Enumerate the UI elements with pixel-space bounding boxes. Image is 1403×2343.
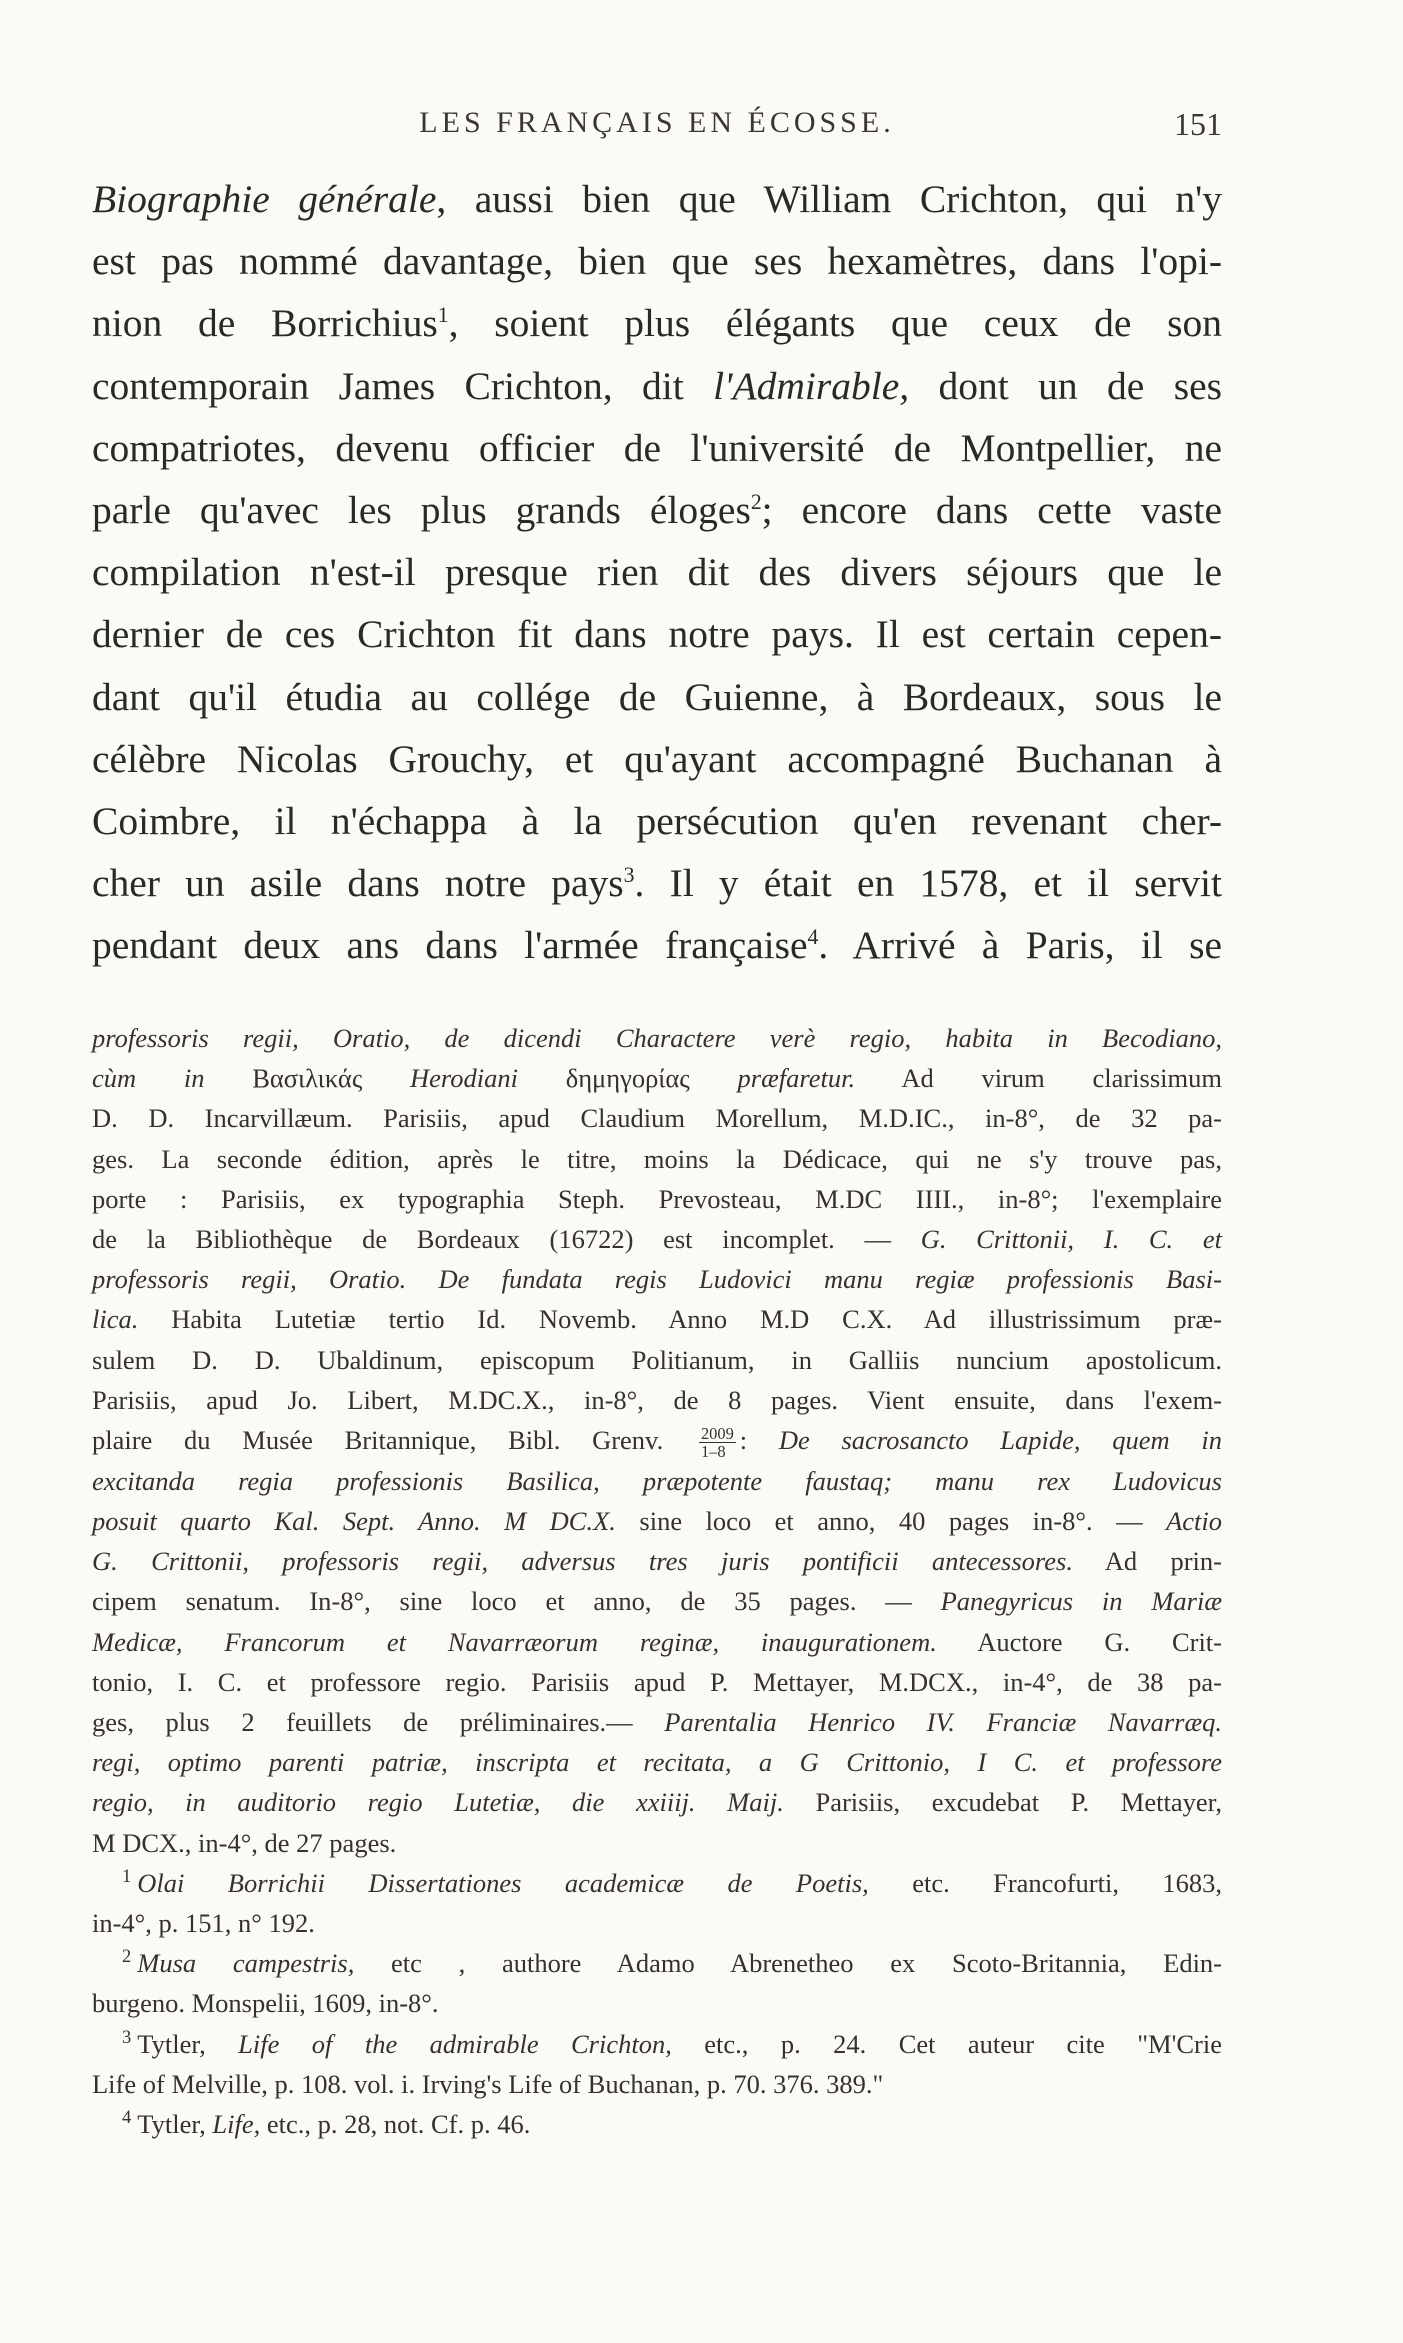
body-line bbox=[92, 666, 1222, 728]
text-segment: porte : Parisiis, ex typographia Steph. Prevosteau, M.DC IIII., in-8°; l'exemplaire bbox=[92, 1183, 1222, 1214]
text-segment: cipem senatum. In-8°, sine loco et anno, de 35 pages. — bbox=[92, 1586, 941, 1617]
text-segment: ; encore dans cette vaste bbox=[761, 488, 1222, 533]
text-segment: Life of Melville, p. 108. vol. i. Irving's Life of Buchanan, p. 70. 376. 389." bbox=[92, 2068, 884, 2099]
text-segment: regio, in auditorio regio Lutetiæ, die xxiiij. Maij. bbox=[92, 1787, 784, 1818]
text-segment: Parisiis, excudebat P. Mettayer, bbox=[783, 1787, 1222, 1818]
text-segment: , aussi bien que William Crichton, qui n'y bbox=[436, 177, 1222, 221]
page-number: 151 bbox=[1174, 106, 1222, 142]
text-segment: Tytler, bbox=[137, 2108, 213, 2139]
body-line bbox=[92, 790, 1222, 852]
text-segment: ges, plus 2 feuillets de préliminaires.— bbox=[92, 1706, 665, 1737]
text-segment: nion de Borrichius bbox=[92, 301, 438, 346]
footnote-line bbox=[92, 1943, 1222, 1983]
text-segment: sine loco et anno, 40 pages in-8°. — bbox=[615, 1505, 1167, 1536]
footnote-line bbox=[92, 1420, 1222, 1461]
footnote-line bbox=[92, 1461, 1222, 1501]
text-segment: professoris regii, Oratio. De fundata regis Ludovici manu regiæ professionis Basi- bbox=[92, 1264, 1222, 1295]
text-segment: célèbre Nicolas Grouchy, et qu'ayant accompagné Buchanan à bbox=[92, 736, 1222, 781]
text-segment: compatriotes, devenu officier de l'université de Montpellier, ne bbox=[92, 425, 1222, 470]
text-segment: Ad virum clarissimum bbox=[855, 1063, 1222, 1094]
fraction-denominator: 1–8 bbox=[700, 1442, 726, 1462]
footnote-line bbox=[92, 2104, 1222, 2144]
text-segment: . Il y était en 1578, et il servit bbox=[634, 861, 1222, 906]
text-segment: De sacrosancto Lapide, quem in bbox=[778, 1425, 1222, 1456]
footnote-line bbox=[92, 1259, 1222, 1299]
text-segment: cher un asile dans notre pays bbox=[92, 861, 624, 906]
footnote-line bbox=[92, 1299, 1222, 1339]
footnote-line bbox=[92, 1983, 1222, 2023]
text-segment: Parentalia Henrico IV. Franciæ Navarræq. bbox=[664, 1706, 1222, 1737]
footnote-line bbox=[92, 1058, 1222, 1098]
text-segment: Herodiani bbox=[410, 1063, 566, 1094]
footnote-line bbox=[92, 1863, 1222, 1903]
text-segment: etc., p. 24. Cet auteur cite "M'Crie bbox=[671, 2028, 1222, 2059]
footnote-line bbox=[92, 1823, 1222, 1863]
body-line bbox=[92, 728, 1222, 790]
running-title: LES FRANÇAIS EN ÉCOSSE. bbox=[419, 106, 895, 139]
footnote-reference: 3 bbox=[623, 863, 635, 888]
text-segment: M DCX., in-4°, de 27 pages. bbox=[92, 1827, 397, 1858]
footnote-line bbox=[92, 1702, 1222, 1742]
text-segment: Life, bbox=[212, 2108, 261, 2139]
footnote-line bbox=[92, 1742, 1222, 1782]
text-segment: plaire du Musée Britannique, Bibl. Grenv. bbox=[92, 1425, 695, 1456]
text-segment: Panegyricus in Mariæ bbox=[940, 1586, 1222, 1617]
footnote-reference: 1 bbox=[437, 303, 449, 328]
text-segment: dont un de ses bbox=[909, 363, 1222, 408]
text-segment: in-4°, p. 151, n° 192. bbox=[92, 1907, 315, 1938]
text-segment: burgeno. Monspelii, 1609, in-8°. bbox=[92, 1988, 439, 2019]
text-segment: G. Crittonii, professoris regii, adversus tres juris pontificii antecessores. bbox=[92, 1546, 1073, 1577]
footnote-line bbox=[92, 2064, 1222, 2104]
footnote-number: 4 bbox=[122, 2107, 132, 2129]
text-segment: , soient plus élégants que ceux de son bbox=[448, 301, 1223, 346]
text-segment: G. Crittonii, I. C. et bbox=[920, 1224, 1222, 1255]
text-segment: professoris regii, Oratio, de dicendi Charactere verè regio, habita in Becodiano, bbox=[92, 1023, 1222, 1053]
text-segment: Coimbre, il n'échappa à la persécution qu'en revenant cher- bbox=[92, 799, 1222, 844]
body-line bbox=[92, 541, 1222, 603]
footnote-line bbox=[92, 1501, 1222, 1541]
text-segment: pendant deux ans dans l'armée française bbox=[92, 923, 808, 968]
text-segment: Olai Borrichii Dissertationes academicæ de Poetis, bbox=[137, 1867, 869, 1898]
text-segment: contemporain James Crichton, dit bbox=[92, 363, 714, 408]
text-segment: Βασιλικάς bbox=[252, 1063, 411, 1094]
text-segment: ges. La seconde édition, après le titre, moins la Dédicace, qui ne s'y trouve pas, bbox=[92, 1143, 1222, 1174]
footnote-line bbox=[92, 1139, 1222, 1179]
text-segment: δημηγορίας bbox=[565, 1063, 738, 1094]
text-segment: Medicæ, Francorum et Navarræorum reginæ, inaugurationem. bbox=[92, 1626, 937, 1657]
text-segment: sulem D. D. Ubaldinum, episcopum Politianum, in Galliis nuncium apostolicum. bbox=[92, 1344, 1222, 1375]
text-segment: etc. Francofurti, 1683, bbox=[868, 1867, 1222, 1898]
body-line bbox=[92, 479, 1222, 541]
text-segment: etc., p. 28, not. Cf. p. 46. bbox=[260, 2108, 531, 2139]
footnote-line bbox=[92, 1179, 1222, 1219]
text-segment: præfaretur. bbox=[737, 1063, 856, 1094]
footnote-line bbox=[92, 1782, 1222, 1822]
text-segment: D. D. Incarvillæum. Parisiis, apud Claudium Morellum, M.D.IC., in-8°, de 32 pa- bbox=[92, 1103, 1222, 1134]
text-segment: Parisiis, apud Jo. Libert, M.DC.X., in-8°, de 8 pages. Vient ensuite, dans l'exem- bbox=[92, 1384, 1222, 1415]
text-segment: etc , authore Adamo Abrenetheo ex Scoto-Britannia, Edin- bbox=[354, 1948, 1223, 1979]
text-segment: parle qu'avec les plus grands éloges bbox=[92, 488, 751, 533]
text-segment: Life of the admirable Crichton, bbox=[238, 2028, 672, 2059]
footnote-line bbox=[92, 1581, 1222, 1621]
body-line bbox=[92, 914, 1222, 976]
body-line bbox=[92, 603, 1222, 665]
text-segment: compilation n'est-il presque rien dit des divers séjours que le bbox=[92, 550, 1222, 595]
text-segment: tonio, I. C. et professore regio. Parisiis apud P. Mettayer, M.DCX., in-4°, de 38 pa- bbox=[92, 1666, 1222, 1697]
text-segment: Biographie générale bbox=[92, 177, 437, 221]
text-segment: l'Admirable, bbox=[713, 363, 910, 408]
text-segment: dernier de ces Crichton fit dans notre pays. Il est certain cepen- bbox=[92, 612, 1222, 657]
footnote-line bbox=[92, 1340, 1222, 1380]
footnote-reference: 2 bbox=[750, 489, 762, 514]
footnote-line bbox=[92, 1622, 1222, 1662]
footnote-number: 1 bbox=[122, 1865, 132, 1887]
footnote-line bbox=[92, 1219, 1222, 1259]
footnote-line bbox=[92, 1541, 1222, 1581]
text-segment: Tytler, bbox=[137, 2028, 239, 2059]
footnote-number: 3 bbox=[122, 2026, 132, 2048]
footnote-line bbox=[92, 1903, 1222, 1943]
footnote-reference: 4 bbox=[807, 925, 819, 950]
body-line bbox=[92, 292, 1222, 354]
text-segment: est pas nommé davantage, bien que ses hexamètres, dans l'opi- bbox=[92, 239, 1222, 284]
text-segment: Actio bbox=[1166, 1505, 1222, 1536]
footnotes bbox=[92, 1018, 1222, 2144]
fraction bbox=[699, 1425, 736, 1461]
footnote-line bbox=[92, 1098, 1222, 1138]
text-segment: Auctore G. Crit- bbox=[936, 1626, 1222, 1657]
footnote-line bbox=[92, 1380, 1222, 1420]
fraction-numerator: 2009 bbox=[700, 1424, 734, 1444]
text-segment: . Arrivé à Paris, il se bbox=[818, 923, 1222, 968]
text-segment: posuit quarto Kal. Sept. Anno. M DC.X. bbox=[92, 1505, 616, 1536]
text-segment: Habita Lutetiæ tertio Id. Novemb. Anno M.D C.X. Ad illustrissimum præ- bbox=[138, 1304, 1222, 1335]
page-header bbox=[92, 106, 1222, 156]
text-segment: Ad prin- bbox=[1072, 1546, 1222, 1577]
body-line bbox=[92, 230, 1222, 292]
text-segment: de la Bibliothèque de Bordeaux (16722) est incomplet. — bbox=[92, 1224, 921, 1255]
footnote-number: 2 bbox=[122, 1946, 132, 1968]
footnote-line bbox=[92, 1018, 1222, 1058]
text-segment: Musa campestris, bbox=[137, 1948, 355, 1979]
body-line bbox=[92, 355, 1222, 417]
text-segment: excitanda regia professionis Basilica, præpotente faustaq; manu rex Ludovicus bbox=[92, 1465, 1222, 1496]
body-line bbox=[92, 417, 1222, 479]
footnote-line bbox=[92, 2024, 1222, 2064]
text-segment: dant qu'il étudia au collége de Guienne, à Bordeaux, sous le bbox=[92, 674, 1222, 719]
text-segment: : bbox=[739, 1425, 779, 1456]
text-segment: cùm in bbox=[92, 1063, 253, 1094]
body-line bbox=[92, 852, 1222, 914]
footnote-line bbox=[92, 1662, 1222, 1702]
body-text bbox=[92, 168, 1222, 977]
text-segment: lica. bbox=[92, 1304, 139, 1335]
text-segment: regi, optimo parenti patriæ, inscripta et recitata, a G Crittonio, I C. et professore bbox=[92, 1747, 1222, 1778]
body-line bbox=[92, 168, 1222, 230]
